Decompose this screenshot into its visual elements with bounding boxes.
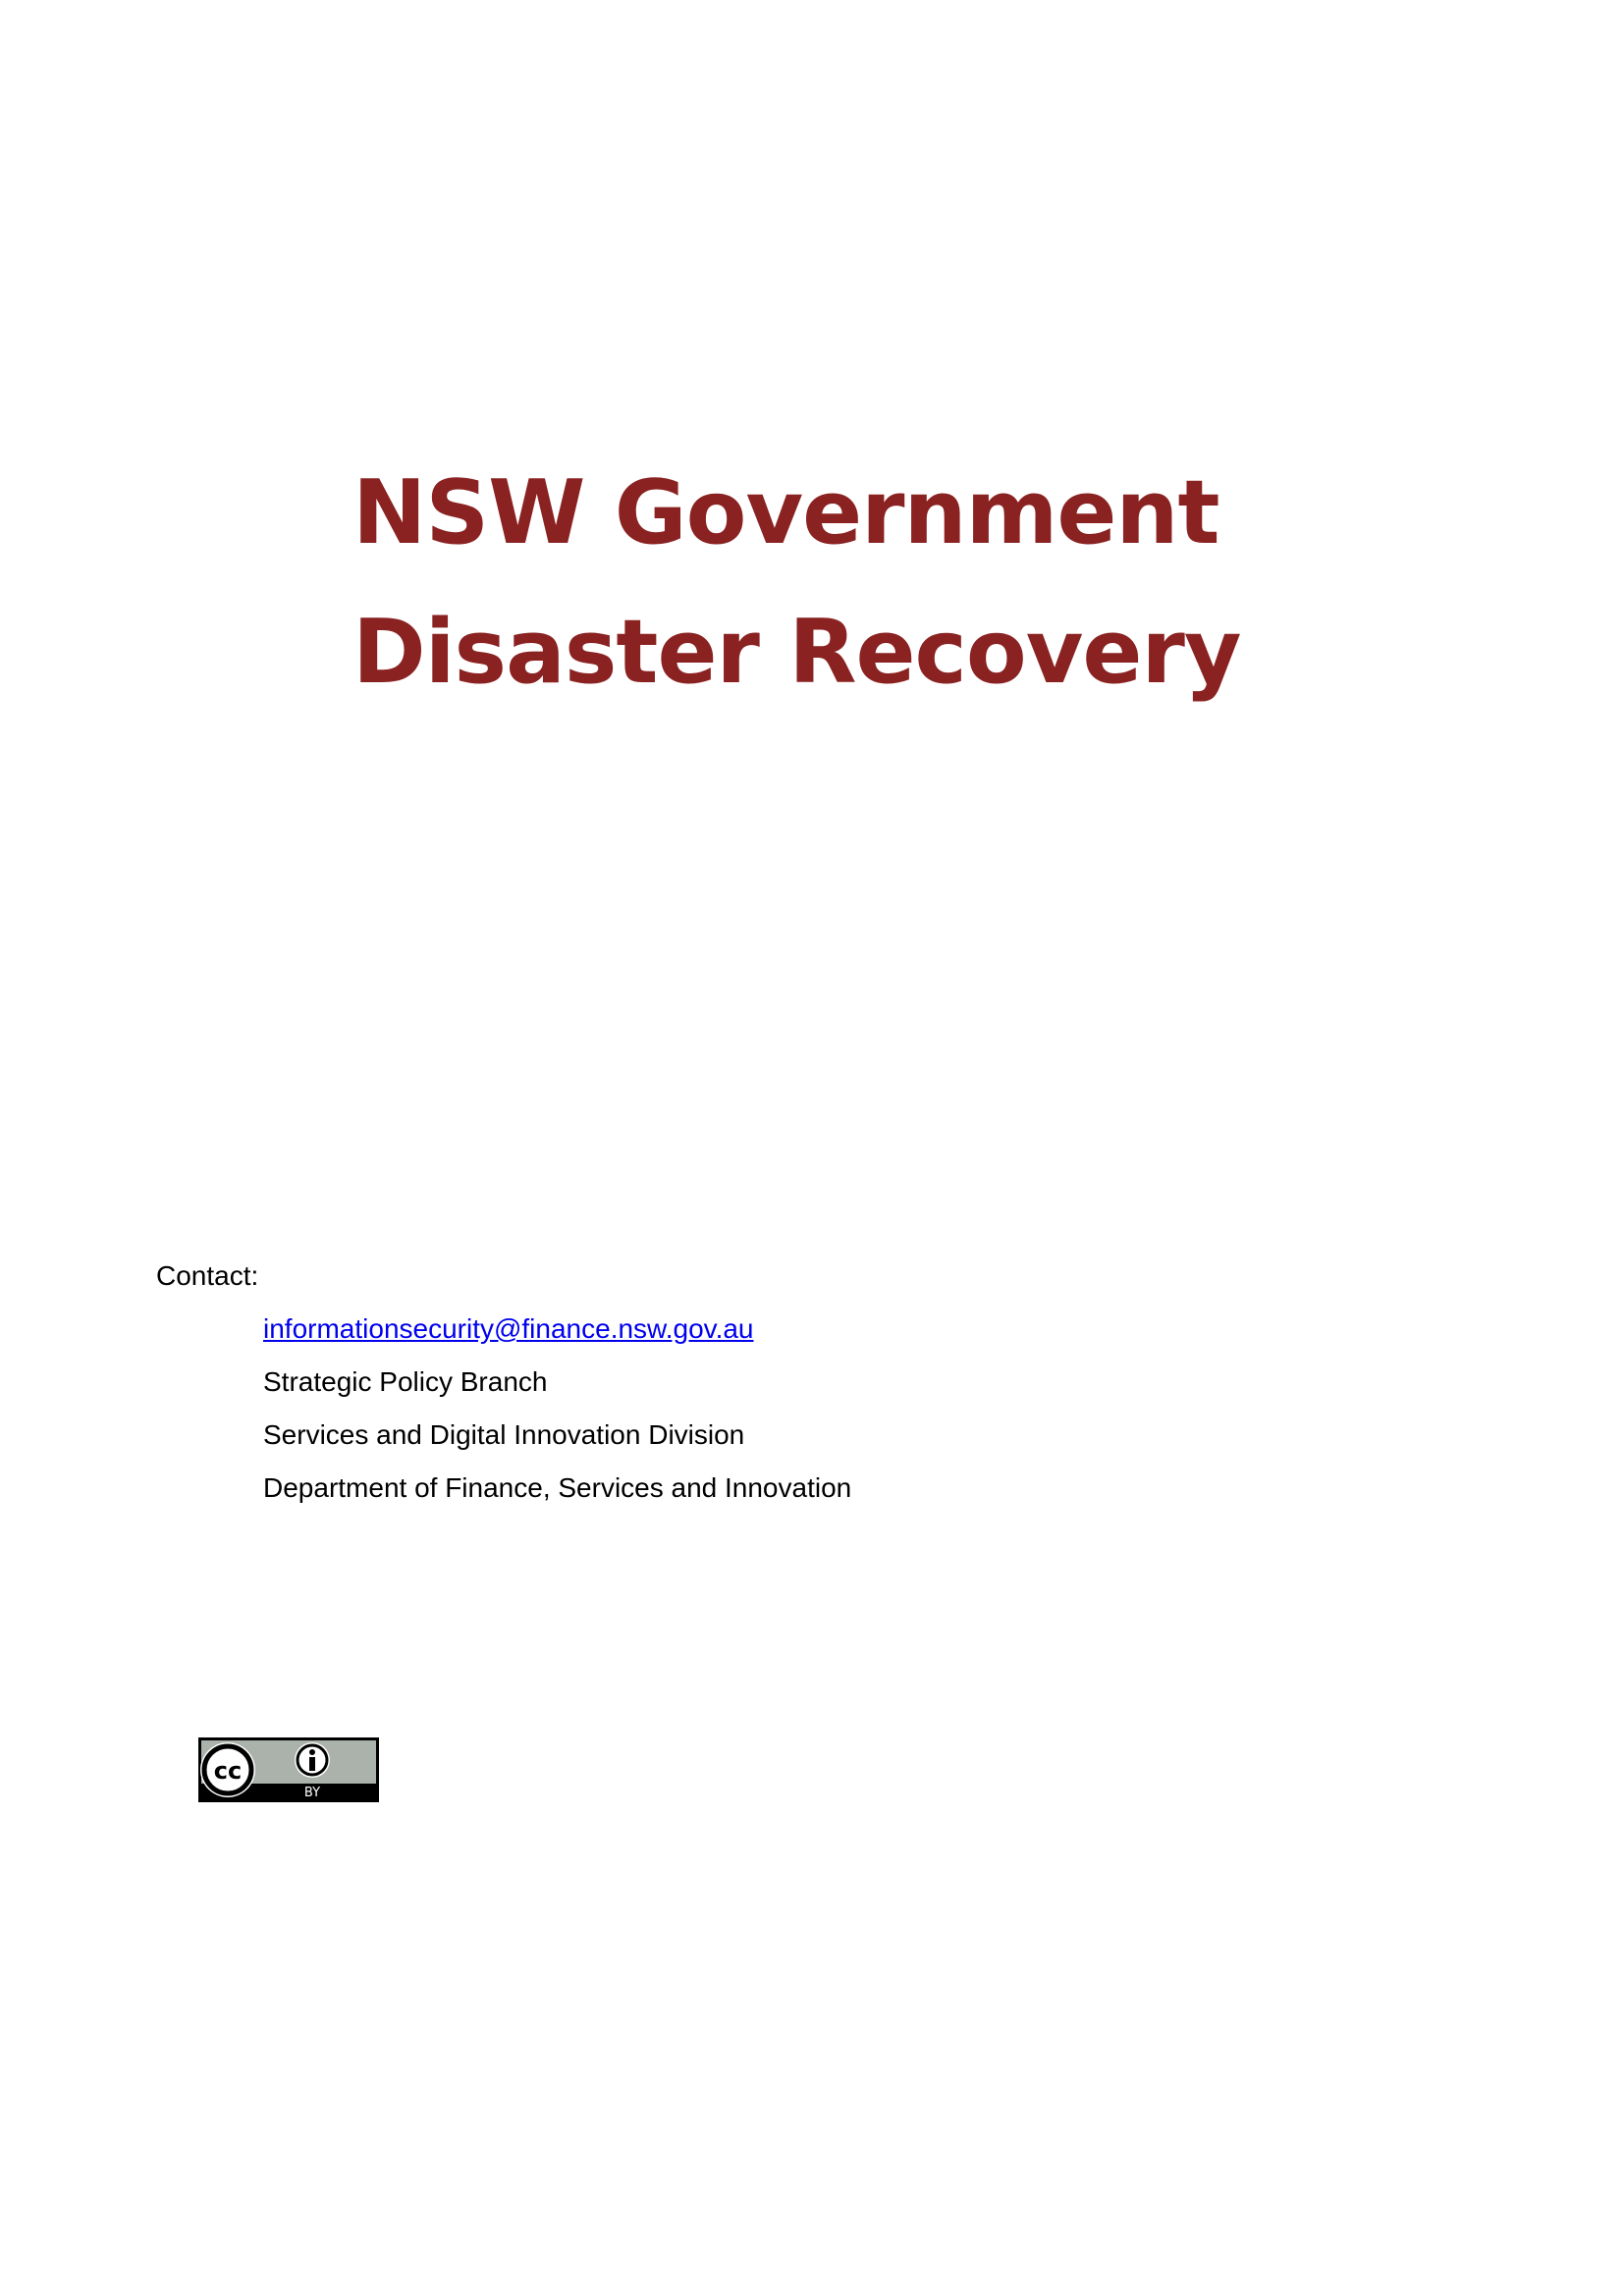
title-line-2: Disaster Recovery — [352, 601, 1241, 704]
contact-division: Services and Digital Innovation Division — [263, 1419, 745, 1450]
contact-details — [263, 1312, 851, 1524]
contact-branch: Strategic Policy Branch — [263, 1366, 548, 1397]
contact-email-link[interactable]: informationsecurity@finance.nsw.gov.au — [263, 1313, 754, 1344]
title-line-1: NSW Government — [352, 461, 1219, 564]
contact-label: Contact: — [156, 1260, 259, 1291]
creative-commons-by-icon — [198, 1737, 379, 1802]
document-title — [352, 444, 1334, 722]
license-badge-text: BY — [303, 1786, 321, 1800]
contact-department: Department of Finance, Services and Innovation — [263, 1472, 852, 1503]
svg-text:cc: cc — [213, 1757, 243, 1785]
